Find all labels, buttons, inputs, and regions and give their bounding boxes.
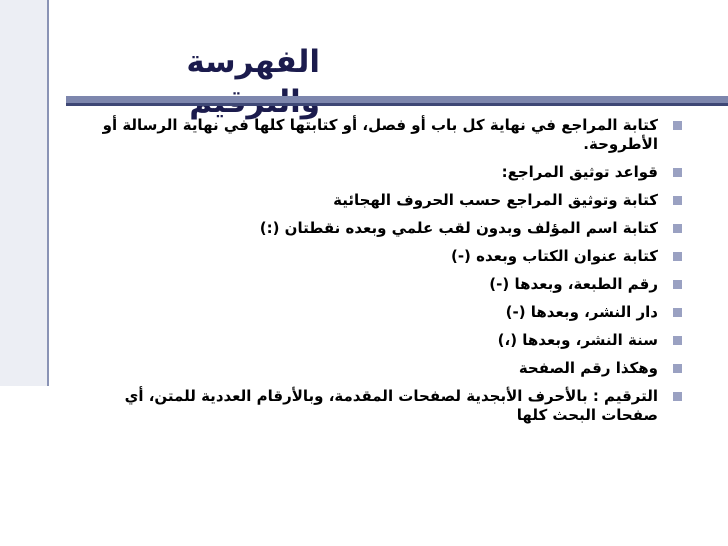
- bullet-item: [82, 359, 684, 378]
- bullet-item: [82, 219, 684, 238]
- square-bullet-icon: [673, 280, 682, 289]
- square-bullet-icon: [673, 224, 682, 233]
- bullet-text: الترقيم : بالأحرف الأبجدية لصفحات المقدمة، وبالأرقام العددية للمتن، أي صفحات البحث كلها: [124, 387, 658, 424]
- square-bullet-icon: [673, 336, 682, 345]
- bullet-text: قواعد توثيق المراجع:: [501, 163, 658, 181]
- bullet-item: [82, 387, 684, 425]
- bullet-item: [82, 191, 684, 210]
- square-bullet-icon: [673, 252, 682, 261]
- square-bullet-icon: [673, 168, 682, 177]
- bullet-text: رقم الطبعة، وبعدها (-): [489, 275, 658, 293]
- bullet-item: [82, 331, 684, 350]
- slide-title: الفهرسة: [186, 44, 320, 80]
- bullet-text: وهكذا رقم الصفحة: [518, 359, 658, 377]
- square-bullet-icon: [673, 196, 682, 205]
- title-underline-dark: [66, 103, 728, 106]
- square-bullet-icon: [673, 392, 682, 401]
- bullet-item: [82, 275, 684, 294]
- bullet-item: [82, 303, 684, 322]
- title-underline: [66, 96, 728, 103]
- bullet-text: كتابة المراجع في نهاية كل باب أو فصل، أو كتابتها كلها في نهاية الرسالة أو الأطروحة.: [102, 116, 658, 153]
- square-bullet-icon: [673, 308, 682, 317]
- bullet-text: كتابة عنوان الكتاب وبعده (-): [450, 247, 658, 265]
- bullet-item: [82, 247, 684, 266]
- square-bullet-icon: [673, 364, 682, 373]
- bullet-list: [82, 116, 684, 434]
- bullet-item: [82, 116, 684, 154]
- bullet-text: سنة النشر، وبعدها (،): [497, 331, 658, 349]
- bullet-text: كتابة اسم المؤلف وبدون لقب علمي وبعده نقطتان (:): [259, 219, 658, 237]
- left-decorative-band: [0, 0, 49, 386]
- bullet-item: [82, 163, 684, 182]
- bullet-text: دار النشر، وبعدها (-): [505, 303, 658, 321]
- bullet-text: كتابة وتوثيق المراجع حسب الحروف الهجائية: [333, 191, 658, 209]
- square-bullet-icon: [673, 121, 682, 130]
